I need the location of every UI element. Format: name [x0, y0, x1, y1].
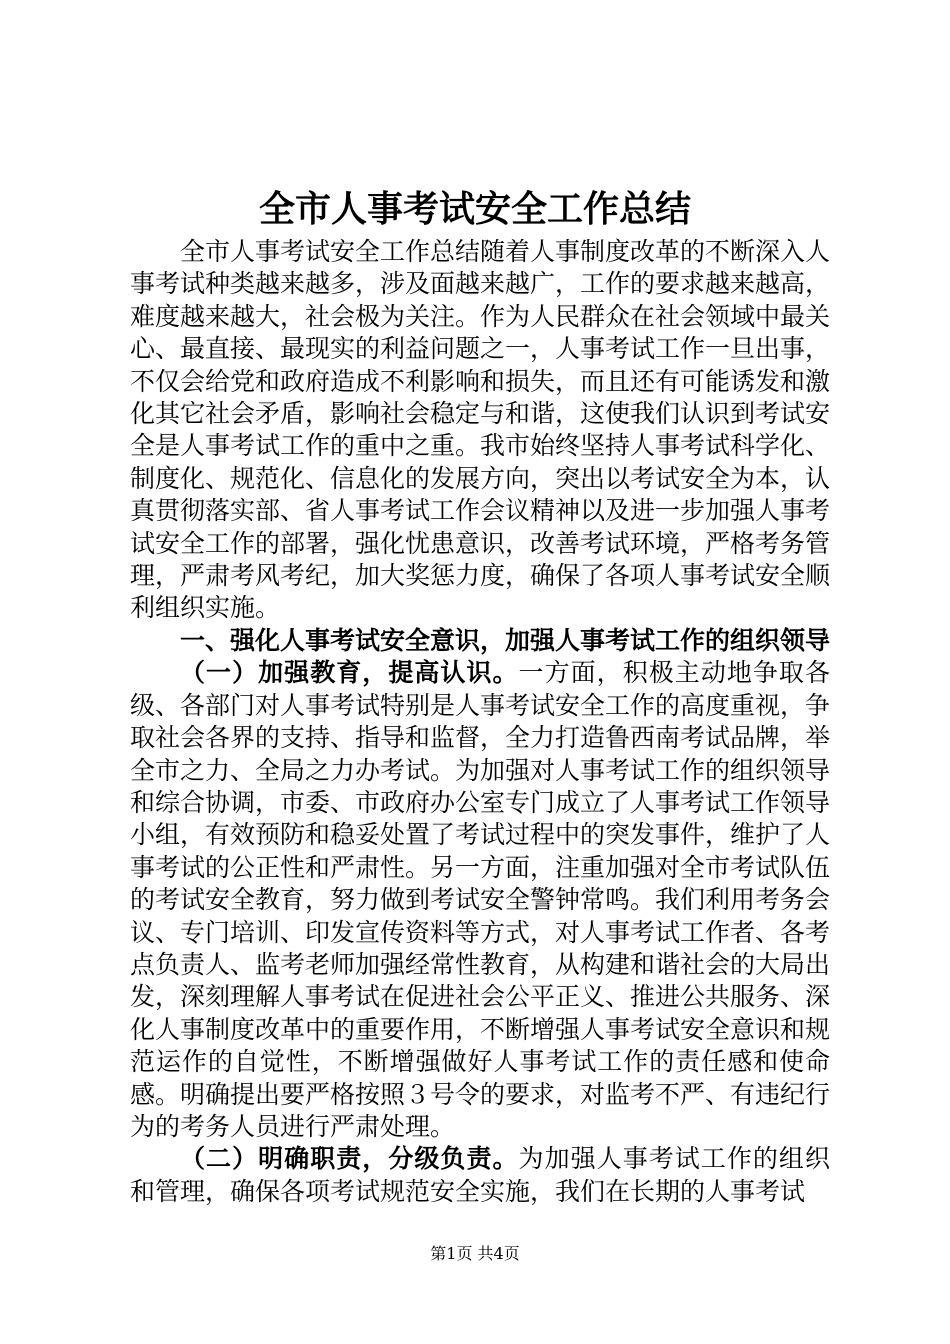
subsection-1-body: 一方面，积极主动地争取各级、各部门对人事考试特别是人事考试安全工作的高度重视，争取社会各界的支持、指导和监督，全力打造鲁西南考试品牌，举全市之力、全局之力办考试。为加强对人事考试工作的组织领导和综合协调，市委、市政府办公室专门成立了人事考试工作领导小组，有效预防和稳妥处置了考试过程中的突发事件，维护了人事考试的公正性和严肃性。另一方面，注重加强对全市考试队伍的考试安全教育，努力做到考试安全警钟常鸣。我们利用考务会议、专门培训、印发宣传资料等方式，对人事考试工作者、各考点负责人、监考老师加强经常性教育，从构建和谐社会的大局出发，深刻理解人事考试在促进社会公平正义、推进公共服务、深化人事制度改革中的重要作用，不断增强人事考试安全意识和规范运作的自觉性，不断增强做好人事考试工作的责任感和使命感。明确提出要严格按照３号令的要求，对监考不严、有违纪行为的考务人员进行严肃处理。	[130, 658, 831, 1141]
document-title: 全市人事考试安全工作总结	[258, 188, 691, 230]
subsection-1-lead: （一）加强教育，提高认识。	[180, 658, 519, 688]
page-footer: 第1页 共4页	[430, 1244, 520, 1263]
paragraph-subsection-2	[130, 1143, 830, 1208]
subsection-2-lead: （二）明确职责，分级负责。	[180, 1144, 519, 1174]
paragraph-intro: 全市人事考试安全工作总结随着人事制度改革的不断深入人事考试种类越来越多，涉及面越来越广，工作的要求越来越高，难度越来越大，社会极为关注。作为人民群众在社会领域中最关心、最直接、最现实的利益问题之一，人事考试工作一旦出事，不仅会给党和政府造成不利影响和损失，而且还有可能诱发和激化其它社会矛盾，影响社会稳定与和谐，这使我们认识到考试安全是人事考试工作的重中之重。我市始终坚持人事考试科学化、制度化、规范化、信息化的发展方向，突出以考试安全为本，认真贯彻落实部、省人事考试工作会议精神以及进一步加强人事考试安全工作的部署，强化忧患意识，改善考试环境，严格考务管理，严肃考风考纪，加大奖惩力度，确保了各项人事考试安全顺利组织实施。	[130, 237, 831, 623]
subsection-2-body: 为加强人事考试工作的组织和管理，确保各项考试规范安全实施，我们在长期的人事考试	[130, 1144, 830, 1206]
document-body	[130, 236, 830, 1208]
section-heading-1: 一、强化人事考试安全意识，加强人事考试工作的组织领导	[180, 625, 831, 655]
paragraph-subsection-1	[130, 657, 830, 1143]
